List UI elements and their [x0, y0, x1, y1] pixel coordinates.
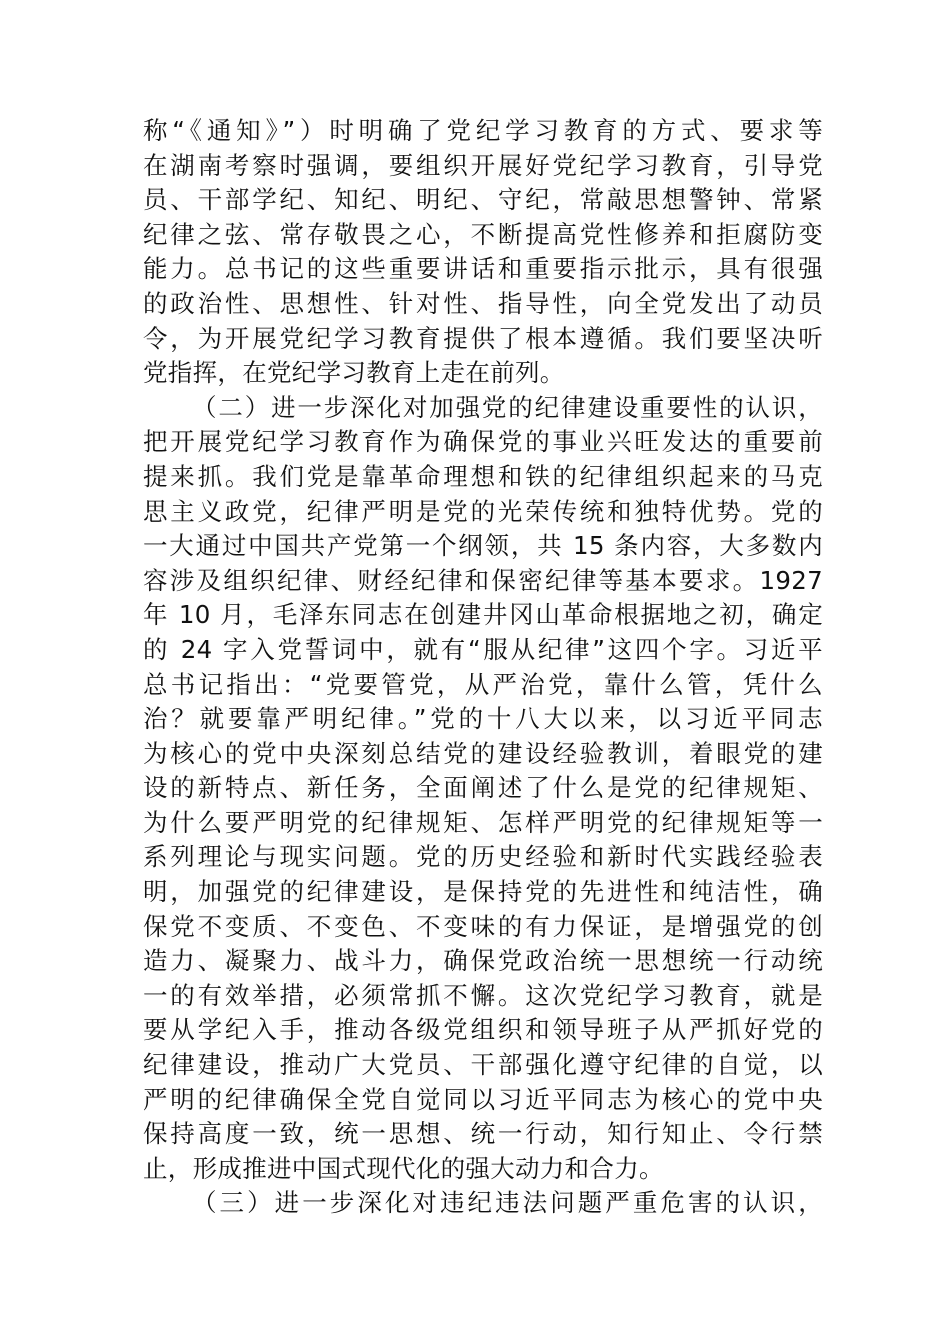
text-line: 容涉及组织纪律、财经纪律和保密纪律等基本要求。1927: [143, 565, 823, 595]
text-line: 的 24 字入党誓词中，就有“服从纪律”这四个字。习近平: [143, 634, 823, 664]
text-line: 保持高度一致，统一思想、统一行动，知行知止、令行禁: [143, 1119, 823, 1149]
text-line: 造力、凝聚力、战斗力，确保党政治统一思想统一行动统: [143, 946, 823, 976]
text-line: 思主义政党，纪律严明是党的光荣传统和独特优势。党的: [143, 496, 823, 526]
text-line: 设的新特点、新任务，全面阐述了什么是党的纪律规矩、: [143, 773, 823, 803]
text-line: 总书记指出：“党要管党，从严治党，靠什么管，凭什么: [143, 669, 823, 699]
text-line: 治？就要靠严明纪律。”党的十八大以来，以习近平同志: [143, 704, 823, 734]
text-line: 令，为开展党纪学习教育提供了根本遵循。我们要坚决听: [143, 323, 823, 353]
text-line: 的政治性、思想性、针对性、指导性，向全党发出了动员: [143, 288, 823, 318]
text-line: 一大通过中国共产党第一个纲领，共 15 条内容，大多数内: [143, 531, 823, 561]
text-line: 一的有效举措，必须常抓不懈。这次党纪学习教育，就是: [143, 980, 823, 1010]
text-line: 员、干部学纪、知纪、明纪、守纪，常敲思想警钟、常紧: [143, 185, 823, 215]
text-line: 年 10 月，毛泽东同志在创建井冈山革命根据地之初，确定: [143, 600, 823, 630]
text-line: 党指挥，在党纪学习教育上走在前列。: [143, 358, 565, 388]
text-line: 要从学纪入手，推动各级党组织和领导班子从严抓好党的: [143, 1015, 823, 1045]
body-text: [143, 114, 823, 1221]
text-line: 能力。总书记的这些重要讲话和重要指示批示，具有很强: [143, 254, 823, 284]
text-line: 为核心的党中央深刻总结党的建设经验教训，着眼党的建: [143, 738, 823, 768]
text-line: 严明的纪律确保全党自觉同以习近平同志为核心的党中央: [143, 1084, 823, 1114]
text-line: 保党不变质、不变色、不变味的有力保证，是增强党的创: [143, 911, 823, 941]
text-line: 纪律之弦、常存敬畏之心，不断提高党性修养和拒腐防变: [143, 219, 823, 249]
text-line: 止，形成推进中国式现代化的强大动力和合力。: [143, 1153, 664, 1183]
text-line: 称“《通知》”）时明确了党纪学习教育的方式、要求等: [143, 116, 823, 145]
text-line: 提来抓。我们党是靠革命理想和铁的纪律组织起来的马克: [143, 461, 823, 491]
paragraph-heading-line: （二）进一步深化对加强党的纪律建设重要性的认识，: [192, 392, 823, 422]
text-line: 纪律建设，推动广大党员、干部强化遵守纪律的自觉，以: [143, 1050, 823, 1080]
text-line: 明，加强党的纪律建设，是保持党的先进性和纯洁性，确: [143, 877, 823, 907]
paragraph-heading-line: （三）进一步深化对违纪违法问题严重危害的认识，: [192, 1188, 823, 1218]
text-line: 把开展党纪学习教育作为确保党的事业兴旺发达的重要前: [143, 427, 823, 457]
text-line: 在湖南考察时强调，要组织开展好党纪学习教育，引导党: [143, 150, 823, 180]
text-line: 系列理论与现实问题。党的历史经验和新时代实践经验表: [143, 842, 823, 872]
text-line: 为什么要严明党的纪律规矩、怎样严明党的纪律规矩等一: [143, 807, 823, 837]
